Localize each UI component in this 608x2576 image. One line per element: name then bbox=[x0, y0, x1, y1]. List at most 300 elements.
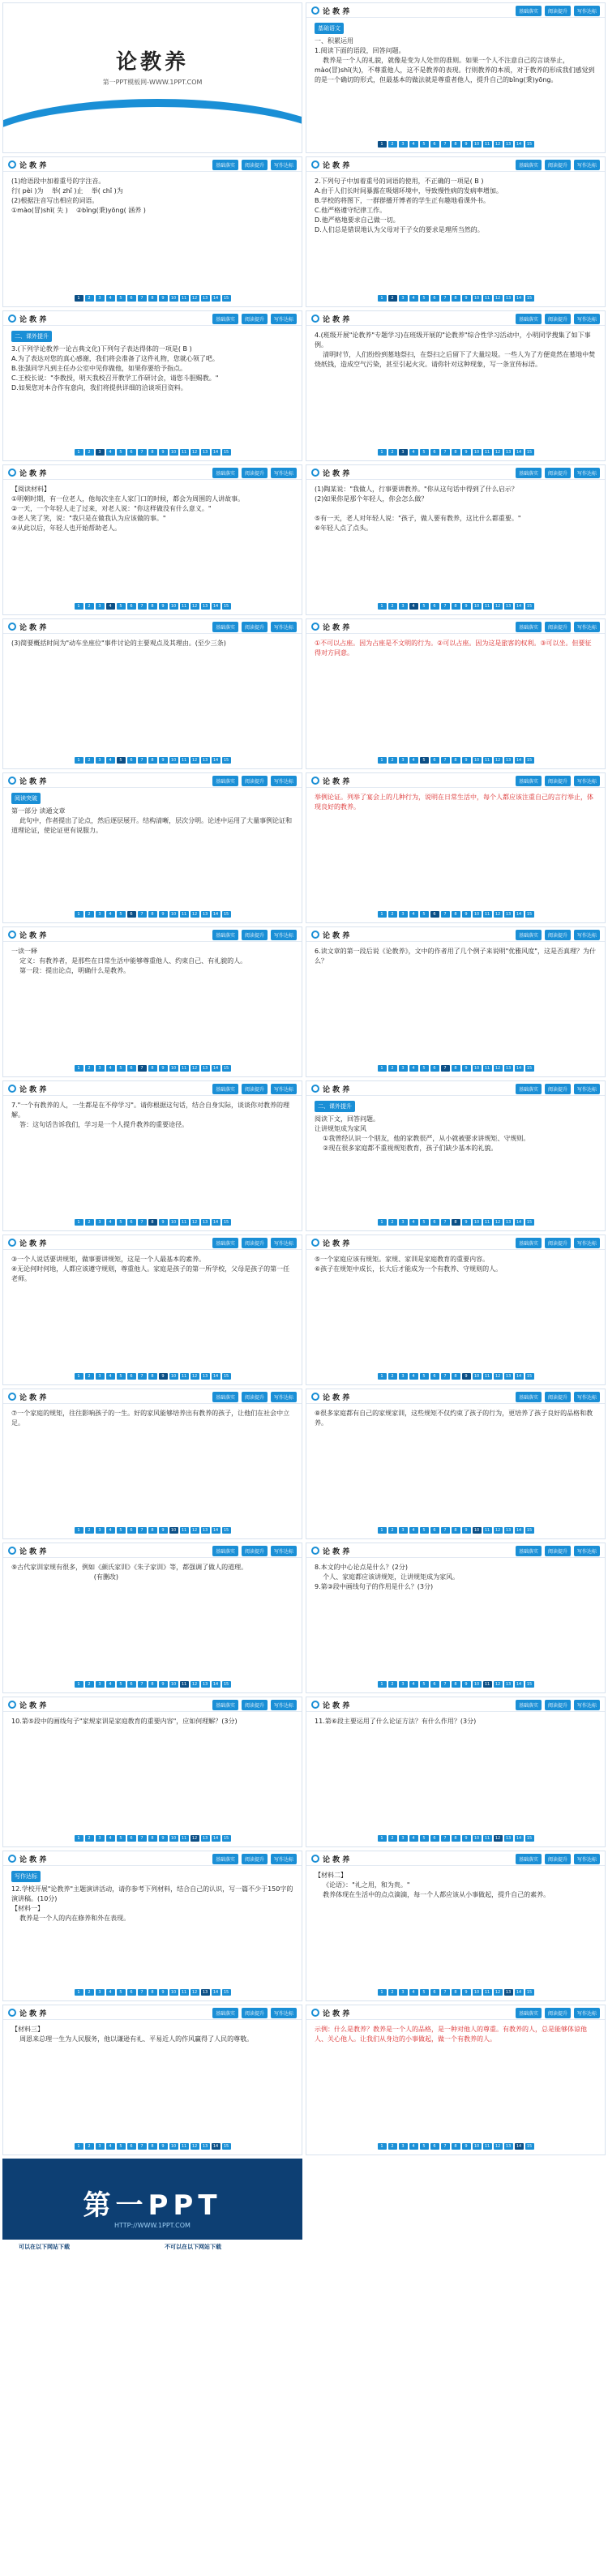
page-button[interactable]: 12 bbox=[191, 1065, 199, 1072]
page-button[interactable]: 14 bbox=[212, 1219, 221, 1226]
content-slide[interactable] bbox=[306, 1851, 606, 2001]
page-button[interactable]: 13 bbox=[201, 1527, 210, 1534]
page-button[interactable]: 12 bbox=[494, 295, 503, 302]
tab-1[interactable]: 阅读提升 bbox=[242, 776, 268, 786]
page-button[interactable]: 4 bbox=[409, 1835, 418, 1842]
page-button[interactable]: 6 bbox=[127, 1065, 136, 1072]
page-button[interactable]: 10 bbox=[169, 1373, 178, 1380]
page-button[interactable]: 4 bbox=[106, 449, 115, 456]
page-button[interactable]: 13 bbox=[504, 1373, 513, 1380]
page-button[interactable]: 5 bbox=[420, 911, 429, 918]
page-button[interactable]: 14 bbox=[212, 757, 221, 764]
page-button[interactable]: 1 bbox=[378, 141, 387, 148]
page-button[interactable]: 5 bbox=[420, 1527, 429, 1534]
page-button[interactable]: 13 bbox=[201, 1835, 210, 1842]
tab-2[interactable]: 写作达标 bbox=[271, 1854, 297, 1864]
page-button[interactable]: 7 bbox=[441, 141, 450, 148]
page-button[interactable]: 1 bbox=[378, 2143, 387, 2150]
content-slide[interactable] bbox=[2, 2005, 302, 2155]
page-button[interactable]: 10 bbox=[169, 2143, 178, 2150]
page-button[interactable]: 15 bbox=[525, 1681, 534, 1688]
page-button[interactable]: 8 bbox=[452, 449, 460, 456]
page-button[interactable]: 8 bbox=[452, 1835, 460, 1842]
page-button[interactable]: 14 bbox=[212, 1989, 221, 1996]
content-slide[interactable] bbox=[2, 1697, 302, 1847]
content-slide[interactable] bbox=[306, 156, 606, 307]
page-button[interactable]: 6 bbox=[430, 1527, 439, 1534]
page-button[interactable]: 13 bbox=[201, 295, 210, 302]
page-button[interactable]: 7 bbox=[138, 1219, 147, 1226]
page-button[interactable]: 14 bbox=[515, 1989, 524, 1996]
page-button[interactable]: 15 bbox=[525, 1065, 534, 1072]
page-button[interactable]: 5 bbox=[117, 449, 126, 456]
page-button[interactable]: 4 bbox=[106, 1219, 115, 1226]
page-button[interactable]: 14 bbox=[515, 1219, 524, 1226]
page-button[interactable]: 12 bbox=[494, 603, 503, 610]
page-button[interactable]: 3 bbox=[399, 757, 408, 764]
page-button[interactable]: 11 bbox=[483, 603, 492, 610]
page-button[interactable]: 6 bbox=[430, 1989, 439, 1996]
page-button[interactable]: 11 bbox=[483, 1989, 492, 1996]
page-button[interactable]: 9 bbox=[462, 1373, 471, 1380]
page-button[interactable]: 9 bbox=[159, 1527, 168, 1534]
page-button[interactable]: 8 bbox=[148, 911, 157, 918]
page-button[interactable]: 6 bbox=[127, 1681, 136, 1688]
page-button[interactable]: 14 bbox=[515, 911, 524, 918]
page-button[interactable]: 6 bbox=[430, 1373, 439, 1380]
page-button[interactable]: 11 bbox=[180, 1989, 189, 1996]
page-button[interactable]: 3 bbox=[399, 1835, 408, 1842]
page-button[interactable]: 13 bbox=[504, 603, 513, 610]
page-button[interactable]: 4 bbox=[106, 757, 115, 764]
tab-0[interactable]: 基础落实 bbox=[212, 930, 238, 940]
page-button[interactable]: 9 bbox=[462, 757, 471, 764]
page-button[interactable]: 6 bbox=[127, 1835, 136, 1842]
page-button[interactable]: 12 bbox=[494, 2143, 503, 2150]
page-button[interactable]: 11 bbox=[483, 757, 492, 764]
content-slide[interactable] bbox=[306, 1235, 606, 1385]
page-button[interactable]: 15 bbox=[222, 1373, 231, 1380]
page-button[interactable]: 12 bbox=[494, 757, 503, 764]
tab-2[interactable]: 写作达标 bbox=[271, 1700, 297, 1710]
content-slide[interactable] bbox=[306, 310, 606, 461]
page-button[interactable]: 7 bbox=[138, 1065, 147, 1072]
page-button[interactable]: 4 bbox=[106, 1681, 115, 1688]
page-button[interactable]: 1 bbox=[378, 603, 387, 610]
page-button[interactable]: 4 bbox=[106, 1065, 115, 1072]
tab-0[interactable]: 基础落实 bbox=[516, 468, 542, 478]
page-button[interactable]: 1 bbox=[75, 1989, 83, 1996]
content-slide[interactable] bbox=[306, 2, 606, 153]
page-button[interactable]: 6 bbox=[430, 911, 439, 918]
page-button[interactable]: 12 bbox=[191, 449, 199, 456]
page-button[interactable]: 4 bbox=[409, 2143, 418, 2150]
tab-2[interactable]: 写作达标 bbox=[271, 2008, 297, 2018]
tab-0[interactable]: 基础落实 bbox=[516, 930, 542, 940]
tab-0[interactable]: 基础落实 bbox=[212, 2008, 238, 2018]
page-button[interactable]: 5 bbox=[420, 449, 429, 456]
page-button[interactable]: 15 bbox=[222, 1989, 231, 1996]
page-button[interactable]: 14 bbox=[212, 603, 221, 610]
page-button[interactable]: 8 bbox=[148, 1373, 157, 1380]
page-button[interactable]: 15 bbox=[525, 1527, 534, 1534]
page-button[interactable]: 11 bbox=[483, 911, 492, 918]
page-button[interactable]: 4 bbox=[409, 1373, 418, 1380]
page-button[interactable]: 13 bbox=[504, 1527, 513, 1534]
page-button[interactable]: 10 bbox=[169, 911, 178, 918]
page-button[interactable]: 13 bbox=[504, 911, 513, 918]
page-button[interactable]: 9 bbox=[462, 1681, 471, 1688]
page-button[interactable]: 5 bbox=[117, 1681, 126, 1688]
page-button[interactable]: 2 bbox=[388, 1527, 397, 1534]
page-button[interactable]: 10 bbox=[169, 603, 178, 610]
page-button[interactable]: 2 bbox=[85, 1681, 94, 1688]
page-button[interactable]: 12 bbox=[494, 1835, 503, 1842]
page-button[interactable]: 11 bbox=[180, 1681, 189, 1688]
page-button[interactable]: 5 bbox=[420, 1219, 429, 1226]
page-button[interactable]: 4 bbox=[409, 603, 418, 610]
page-button[interactable]: 11 bbox=[483, 1835, 492, 1842]
page-button[interactable]: 15 bbox=[525, 449, 534, 456]
page-button[interactable]: 12 bbox=[191, 911, 199, 918]
page-button[interactable]: 14 bbox=[212, 2143, 221, 2150]
tab-1[interactable]: 阅读提升 bbox=[242, 1392, 268, 1402]
content-slide[interactable] bbox=[306, 464, 606, 615]
page-button[interactable]: 14 bbox=[212, 1373, 221, 1380]
page-button[interactable]: 5 bbox=[117, 1527, 126, 1534]
tab-0[interactable]: 基础落实 bbox=[516, 1854, 542, 1864]
page-button[interactable]: 9 bbox=[159, 757, 168, 764]
page-button[interactable]: 2 bbox=[85, 449, 94, 456]
tab-0[interactable]: 基础落实 bbox=[516, 1238, 542, 1248]
page-button[interactable]: 13 bbox=[201, 449, 210, 456]
page-button[interactable]: 11 bbox=[483, 1681, 492, 1688]
page-button[interactable]: 1 bbox=[75, 1835, 83, 1842]
page-button[interactable]: 15 bbox=[222, 449, 231, 456]
page-button[interactable]: 12 bbox=[191, 1681, 199, 1688]
content-slide[interactable] bbox=[2, 618, 302, 769]
tab-1[interactable]: 阅读提升 bbox=[545, 1854, 571, 1864]
page-button[interactable]: 2 bbox=[388, 1373, 397, 1380]
content-slide[interactable] bbox=[306, 1080, 606, 1231]
tab-0[interactable]: 基础落实 bbox=[516, 1084, 542, 1094]
tab-2[interactable]: 写作达标 bbox=[574, 1392, 600, 1402]
tab-1[interactable]: 阅读提升 bbox=[242, 622, 268, 632]
page-button[interactable]: 2 bbox=[85, 1989, 94, 1996]
page-button[interactable]: 10 bbox=[473, 1989, 482, 1996]
page-button[interactable]: 3 bbox=[399, 1373, 408, 1380]
page-button[interactable]: 3 bbox=[96, 295, 105, 302]
page-button[interactable]: 11 bbox=[180, 1835, 189, 1842]
page-button[interactable]: 1 bbox=[75, 295, 83, 302]
page-button[interactable]: 1 bbox=[378, 449, 387, 456]
page-button[interactable]: 10 bbox=[169, 295, 178, 302]
page-button[interactable]: 2 bbox=[85, 1065, 94, 1072]
page-button[interactable]: 11 bbox=[483, 1219, 492, 1226]
page-button[interactable]: 14 bbox=[212, 449, 221, 456]
tab-1[interactable]: 阅读提升 bbox=[545, 776, 571, 786]
page-button[interactable]: 4 bbox=[106, 1989, 115, 1996]
page-button[interactable]: 7 bbox=[441, 911, 450, 918]
page-button[interactable]: 7 bbox=[441, 1219, 450, 1226]
page-button[interactable]: 1 bbox=[75, 1373, 83, 1380]
tab-0[interactable]: 基础落实 bbox=[212, 1700, 238, 1710]
page-button[interactable]: 1 bbox=[378, 295, 387, 302]
tab-2[interactable]: 写作达标 bbox=[271, 314, 297, 324]
page-button[interactable]: 7 bbox=[441, 449, 450, 456]
tab-0[interactable]: 基础落实 bbox=[212, 1854, 238, 1864]
page-button[interactable]: 3 bbox=[399, 1989, 408, 1996]
page-button[interactable]: 2 bbox=[85, 757, 94, 764]
content-slide[interactable] bbox=[2, 156, 302, 307]
page-button[interactable]: 14 bbox=[515, 1835, 524, 1842]
page-button[interactable]: 1 bbox=[75, 449, 83, 456]
page-button[interactable]: 15 bbox=[222, 1835, 231, 1842]
page-button[interactable]: 10 bbox=[473, 1373, 482, 1380]
page-button[interactable]: 15 bbox=[525, 1989, 534, 1996]
page-button[interactable]: 9 bbox=[159, 449, 168, 456]
page-button[interactable]: 13 bbox=[504, 1835, 513, 1842]
page-button[interactable]: 4 bbox=[106, 1527, 115, 1534]
page-button[interactable]: 15 bbox=[222, 1065, 231, 1072]
page-button[interactable]: 13 bbox=[504, 1989, 513, 1996]
tab-1[interactable]: 阅读提升 bbox=[545, 1546, 571, 1556]
page-button[interactable]: 8 bbox=[452, 603, 460, 610]
page-button[interactable]: 8 bbox=[148, 1527, 157, 1534]
tab-2[interactable]: 写作达标 bbox=[271, 1546, 297, 1556]
page-button[interactable]: 6 bbox=[127, 1989, 136, 1996]
tab-1[interactable]: 阅读提升 bbox=[242, 1546, 268, 1556]
content-slide[interactable] bbox=[306, 926, 606, 1077]
page-button[interactable]: 1 bbox=[378, 1989, 387, 1996]
page-button[interactable]: 2 bbox=[388, 1219, 397, 1226]
page-button[interactable]: 6 bbox=[430, 1065, 439, 1072]
tab-2[interactable]: 写作达标 bbox=[271, 1238, 297, 1248]
page-button[interactable]: 2 bbox=[388, 603, 397, 610]
page-button[interactable]: 3 bbox=[96, 1373, 105, 1380]
page-button[interactable]: 5 bbox=[117, 757, 126, 764]
page-button[interactable]: 11 bbox=[180, 2143, 189, 2150]
page-button[interactable]: 4 bbox=[106, 1835, 115, 1842]
page-button[interactable]: 7 bbox=[441, 2143, 450, 2150]
tab-0[interactable]: 基础落实 bbox=[516, 776, 542, 786]
page-button[interactable]: 2 bbox=[388, 141, 397, 148]
page-button[interactable]: 1 bbox=[75, 1527, 83, 1534]
page-button[interactable]: 14 bbox=[515, 603, 524, 610]
page-button[interactable]: 12 bbox=[191, 1219, 199, 1226]
tab-0[interactable]: 基础落实 bbox=[212, 622, 238, 632]
page-button[interactable]: 8 bbox=[148, 1681, 157, 1688]
page-button[interactable]: 5 bbox=[420, 295, 429, 302]
page-button[interactable]: 7 bbox=[138, 603, 147, 610]
page-button[interactable]: 3 bbox=[399, 141, 408, 148]
content-slide[interactable] bbox=[2, 464, 302, 615]
page-button[interactable]: 5 bbox=[420, 603, 429, 610]
tab-0[interactable]: 基础落实 bbox=[212, 1546, 238, 1556]
page-button[interactable]: 15 bbox=[222, 757, 231, 764]
page-button[interactable]: 7 bbox=[138, 911, 147, 918]
page-button[interactable]: 3 bbox=[96, 1065, 105, 1072]
tab-2[interactable]: 写作达标 bbox=[271, 622, 297, 632]
page-button[interactable]: 1 bbox=[75, 757, 83, 764]
page-button[interactable]: 5 bbox=[420, 1835, 429, 1842]
page-button[interactable]: 11 bbox=[180, 449, 189, 456]
page-button[interactable]: 15 bbox=[222, 1681, 231, 1688]
page-button[interactable]: 9 bbox=[159, 295, 168, 302]
page-button[interactable]: 9 bbox=[462, 141, 471, 148]
page-button[interactable]: 7 bbox=[441, 1527, 450, 1534]
page-button[interactable]: 7 bbox=[441, 1681, 450, 1688]
tab-0[interactable]: 基础落实 bbox=[212, 1238, 238, 1248]
page-button[interactable]: 5 bbox=[420, 1065, 429, 1072]
page-button[interactable]: 3 bbox=[399, 449, 408, 456]
page-button[interactable]: 6 bbox=[430, 757, 439, 764]
page-button[interactable]: 11 bbox=[180, 1219, 189, 1226]
tab-1[interactable]: 阅读提升 bbox=[242, 1084, 268, 1094]
page-button[interactable]: 11 bbox=[180, 295, 189, 302]
page-button[interactable]: 3 bbox=[96, 603, 105, 610]
page-button[interactable]: 6 bbox=[430, 1219, 439, 1226]
page-button[interactable]: 8 bbox=[148, 757, 157, 764]
page-button[interactable]: 14 bbox=[212, 1527, 221, 1534]
page-button[interactable]: 11 bbox=[483, 2143, 492, 2150]
page-button[interactable]: 6 bbox=[127, 757, 136, 764]
tab-1[interactable]: 阅读提升 bbox=[545, 160, 571, 170]
page-button[interactable]: 9 bbox=[159, 1373, 168, 1380]
tab-2[interactable]: 写作达标 bbox=[574, 1238, 600, 1248]
page-button[interactable]: 9 bbox=[462, 449, 471, 456]
tab-0[interactable]: 基础落实 bbox=[212, 1084, 238, 1094]
page-button[interactable]: 6 bbox=[127, 1527, 136, 1534]
page-button[interactable]: 2 bbox=[85, 1219, 94, 1226]
page-button[interactable]: 2 bbox=[388, 295, 397, 302]
page-button[interactable]: 1 bbox=[378, 1527, 387, 1534]
page-button[interactable]: 11 bbox=[180, 911, 189, 918]
content-slide[interactable] bbox=[2, 1543, 302, 1693]
page-button[interactable]: 8 bbox=[452, 1681, 460, 1688]
page-button[interactable]: 3 bbox=[96, 1989, 105, 1996]
tab-2[interactable]: 写作达标 bbox=[574, 6, 600, 16]
cover-slide[interactable] bbox=[2, 2, 302, 153]
page-button[interactable]: 8 bbox=[452, 141, 460, 148]
content-slide[interactable] bbox=[306, 2005, 606, 2155]
page-button[interactable]: 13 bbox=[201, 1681, 210, 1688]
page-button[interactable]: 3 bbox=[96, 1835, 105, 1842]
page-button[interactable]: 6 bbox=[127, 603, 136, 610]
page-button[interactable]: 9 bbox=[462, 1219, 471, 1226]
page-button[interactable]: 5 bbox=[117, 1989, 126, 1996]
page-button[interactable]: 8 bbox=[452, 295, 460, 302]
page-button[interactable]: 12 bbox=[191, 1373, 199, 1380]
tab-2[interactable]: 写作达标 bbox=[574, 622, 600, 632]
page-button[interactable]: 11 bbox=[180, 1527, 189, 1534]
tab-0[interactable]: 基础落实 bbox=[212, 776, 238, 786]
page-button[interactable]: 11 bbox=[180, 1373, 189, 1380]
tab-1[interactable]: 阅读提升 bbox=[545, 622, 571, 632]
page-button[interactable]: 14 bbox=[515, 1373, 524, 1380]
page-button[interactable]: 8 bbox=[452, 1373, 460, 1380]
tab-0[interactable]: 基础落实 bbox=[516, 160, 542, 170]
page-button[interactable]: 12 bbox=[191, 757, 199, 764]
page-button[interactable]: 11 bbox=[180, 757, 189, 764]
tab-2[interactable]: 写作达标 bbox=[574, 314, 600, 324]
page-button[interactable]: 11 bbox=[483, 1527, 492, 1534]
page-button[interactable]: 1 bbox=[378, 1681, 387, 1688]
page-button[interactable]: 10 bbox=[169, 1989, 178, 1996]
tab-2[interactable]: 写作达标 bbox=[574, 468, 600, 478]
page-button[interactable]: 14 bbox=[515, 2143, 524, 2150]
page-button[interactable]: 4 bbox=[409, 1681, 418, 1688]
tab-1[interactable]: 阅读提升 bbox=[545, 1238, 571, 1248]
page-button[interactable]: 3 bbox=[399, 603, 408, 610]
page-button[interactable]: 7 bbox=[138, 1527, 147, 1534]
page-button[interactable]: 5 bbox=[420, 757, 429, 764]
page-button[interactable]: 10 bbox=[473, 1219, 482, 1226]
page-button[interactable]: 13 bbox=[201, 1373, 210, 1380]
page-button[interactable]: 14 bbox=[515, 1681, 524, 1688]
page-button[interactable]: 15 bbox=[525, 757, 534, 764]
page-button[interactable]: 9 bbox=[159, 1681, 168, 1688]
page-button[interactable]: 14 bbox=[515, 141, 524, 148]
page-button[interactable]: 14 bbox=[212, 1835, 221, 1842]
page-button[interactable]: 13 bbox=[201, 1219, 210, 1226]
page-button[interactable]: 10 bbox=[169, 1219, 178, 1226]
page-button[interactable]: 5 bbox=[420, 1681, 429, 1688]
page-button[interactable]: 9 bbox=[159, 603, 168, 610]
page-button[interactable]: 3 bbox=[399, 1527, 408, 1534]
page-button[interactable]: 8 bbox=[452, 2143, 460, 2150]
page-button[interactable]: 2 bbox=[388, 449, 397, 456]
page-button[interactable]: 2 bbox=[388, 1681, 397, 1688]
page-button[interactable]: 7 bbox=[138, 1835, 147, 1842]
tab-2[interactable]: 写作达标 bbox=[271, 776, 297, 786]
page-button[interactable]: 15 bbox=[525, 1373, 534, 1380]
page-button[interactable]: 1 bbox=[378, 757, 387, 764]
tab-2[interactable]: 写作达标 bbox=[574, 160, 600, 170]
page-button[interactable]: 7 bbox=[138, 757, 147, 764]
page-button[interactable]: 6 bbox=[430, 603, 439, 610]
page-button[interactable]: 5 bbox=[117, 1219, 126, 1226]
page-button[interactable]: 7 bbox=[138, 295, 147, 302]
page-button[interactable]: 5 bbox=[117, 1835, 126, 1842]
content-slide[interactable] bbox=[2, 1851, 302, 2001]
page-button[interactable]: 15 bbox=[222, 911, 231, 918]
content-slide[interactable] bbox=[2, 772, 302, 923]
page-button[interactable]: 13 bbox=[504, 757, 513, 764]
page-button[interactable]: 15 bbox=[525, 911, 534, 918]
page-button[interactable]: 8 bbox=[148, 295, 157, 302]
page-button[interactable]: 12 bbox=[191, 1527, 199, 1534]
tab-1[interactable]: 阅读提升 bbox=[545, 2008, 571, 2018]
page-button[interactable]: 15 bbox=[525, 603, 534, 610]
page-button[interactable]: 11 bbox=[483, 1065, 492, 1072]
page-button[interactable]: 2 bbox=[85, 1527, 94, 1534]
page-button[interactable]: 10 bbox=[473, 603, 482, 610]
page-button[interactable]: 6 bbox=[127, 1219, 136, 1226]
page-button[interactable]: 15 bbox=[525, 1219, 534, 1226]
page-button[interactable]: 7 bbox=[441, 1065, 450, 1072]
page-button[interactable]: 3 bbox=[399, 1219, 408, 1226]
page-button[interactable]: 15 bbox=[525, 295, 534, 302]
page-button[interactable]: 11 bbox=[180, 1065, 189, 1072]
page-button[interactable]: 1 bbox=[75, 1065, 83, 1072]
page-button[interactable]: 6 bbox=[127, 1373, 136, 1380]
content-slide[interactable] bbox=[2, 926, 302, 1077]
content-slide[interactable] bbox=[2, 1235, 302, 1385]
page-button[interactable]: 10 bbox=[169, 449, 178, 456]
page-button[interactable]: 6 bbox=[127, 911, 136, 918]
content-slide[interactable] bbox=[2, 310, 302, 461]
